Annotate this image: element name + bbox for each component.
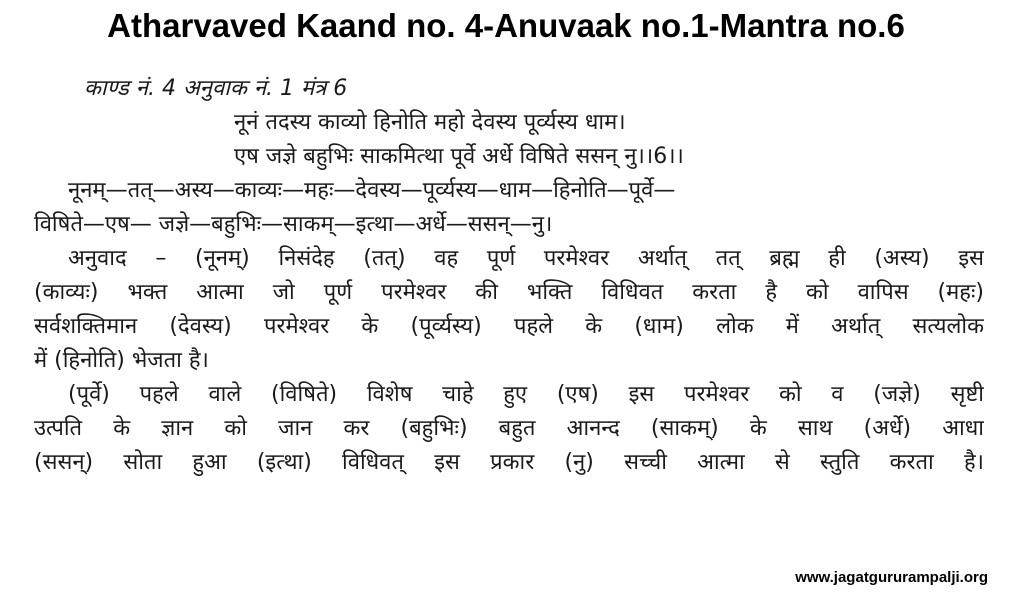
verse-line-1: नूनं तदस्य काव्यो हिनोति महो देवस्य पूर्व्यस्य धाम। <box>234 110 626 135</box>
page-title: Atharvaved Kaand no. 4-Anuvaak no.1-Mantra no.6 <box>107 7 905 44</box>
translation-line-3: सर्वशक्तिमान (देवस्य) परमेश्वर के (पूर्व्यस्य) पहले के (धाम) लोक में अर्थात् सत्यलोक <box>34 314 984 339</box>
translation-line-4: में (हिनोति) भेजता है। <box>34 348 209 373</box>
mantra-reference: काण्ड नं. 4 अनुवाक नं. 1 मंत्र 6 <box>84 76 348 101</box>
translation-line-6: उत्पति के ज्ञान को जान कर (बहुभिः) बहुत आनन्द (साकम्) के साथ (अर्धे) आधा <box>34 416 984 441</box>
translation-line-1: अनुवाद – (नूनम्) निसंदेह (तत्) वह पूर्ण परमेश्वर अर्थात् तत् ब्रह्म ही (अस्य) इस <box>68 246 984 271</box>
word-split-line-1: नूनम्—तत्—अस्य—काव्यः—महः—देवस्य—पूर्व्यस्य—धाम—हिनोति—पूर्वे— <box>68 178 676 203</box>
document-body <box>34 72 984 480</box>
word-split-line-2: विषिते—एष— जज्ञे—बहुभिः—साकम्—इत्था—अर्धे—ससन्—नु। <box>34 212 553 237</box>
translation-line-2: (काव्यः) भक्त आत्मा जो पूर्ण परमेश्वर की भक्ति विधिवत करता है को वापिस (महः) <box>34 280 984 305</box>
translation-line-5: (पूर्वे) पहले वाले (विषिते) विशेष चाहे हुए (एष) इस परमेश्वर को व (जज्ञे) सृष्टी <box>68 382 984 407</box>
translation-line-7: (ससन्) सोता हुआ (इत्था) विधिवत् इस प्रकार (नु) सच्ची आत्मा से स्तुति करता है। <box>34 450 984 475</box>
website-url: www.jagatgururampalji.org <box>795 569 988 586</box>
verse-line-2: एष जज्ञे बहुभिः साकमित्था पूर्वे अर्धे विषिते ससन् नु।।6।। <box>234 144 684 169</box>
